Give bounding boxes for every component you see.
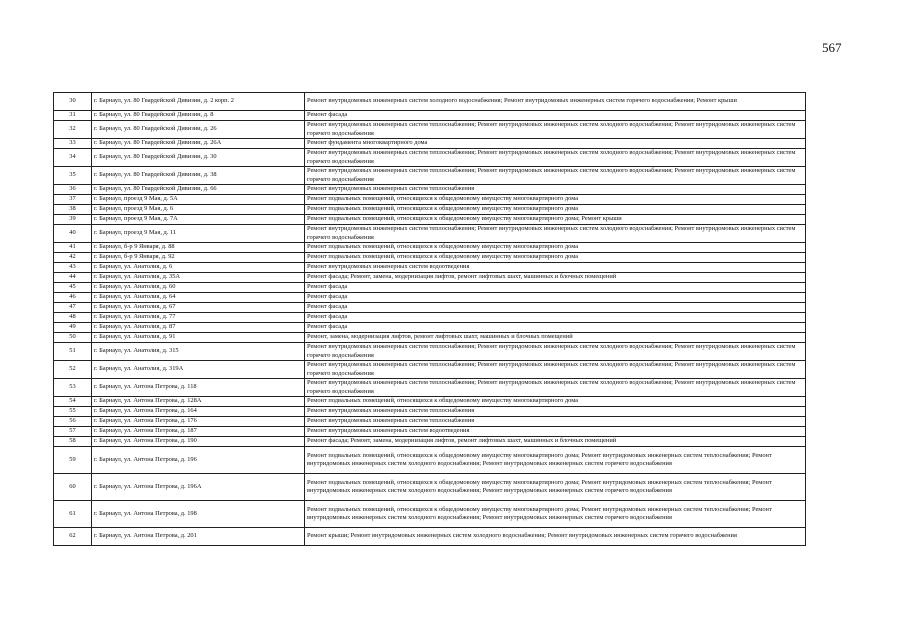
row-number: 59: [54, 447, 92, 474]
table-row: [54, 205, 806, 215]
table-row: [54, 474, 806, 501]
table-row: [54, 93, 806, 111]
row-number: 43: [54, 263, 92, 273]
row-address: г. Барнаул, ул. Анатолия, д. 319А: [92, 361, 305, 379]
row-number: 56: [54, 417, 92, 427]
row-works: Ремонт подвальных помещений, относящихся к общедомовому имуществу многоквартирного дома; Ремонт крыши: [305, 215, 806, 225]
table-row: [54, 427, 806, 437]
table-body: [54, 93, 806, 546]
repair-works-table: [53, 92, 806, 546]
row-number: 44: [54, 273, 92, 283]
row-number: 40: [54, 225, 92, 243]
table-row: [54, 149, 806, 167]
row-works: Ремонт внутридомовых инженерных систем теплоснабжения: [305, 185, 806, 195]
table-row: [54, 447, 806, 474]
table-row: [54, 167, 806, 185]
row-address: г. Барнаул, ул. 80 Гвардейской Дивизии, д. 66: [92, 185, 305, 195]
row-number: 51: [54, 343, 92, 361]
row-works: Ремонт внутридомовых инженерных систем теплоснабжения; Ремонт внутридомовых инженерных систем холодного водоснабжения; Ремонт внутридомовых инженерных систем горячего водоснабжения: [305, 149, 806, 167]
row-address: г. Барнаул, б-р 9 Января, д. 92: [92, 253, 305, 263]
row-number: 55: [54, 407, 92, 417]
row-works: Ремонт крыши; Ремонт внутридомовых инженерных систем холодного водоснабжения; Ремонт внутридомовых инженерных систем горячего водоснабжения: [305, 528, 806, 546]
row-number: 49: [54, 323, 92, 333]
row-number: 57: [54, 427, 92, 437]
row-number: 32: [54, 121, 92, 139]
row-address: г. Барнаул, ул. Анатолия, д. 77: [92, 313, 305, 323]
table-row: [54, 293, 806, 303]
row-works: Ремонт подвальных помещений, относящихся к общедомовому имуществу многоквартирного дома: [305, 195, 806, 205]
row-works: Ремонт подвальных помещений, относящихся к общедомовому имуществу многоквартирного дома: [305, 205, 806, 215]
row-address: г. Барнаул, ул. Антона Петрова, д. 176: [92, 417, 305, 427]
table-row: [54, 273, 806, 283]
row-works: Ремонт фасада; Ремонт, замена, модернизация лифтов, ремонт лифтовых шахт, машинных и блочных помещений: [305, 437, 806, 447]
row-address: г. Барнаул, ул. Антона Петрова, д. 118: [92, 379, 305, 397]
row-address: г. Барнаул, проезд 9 Мая, д. 5А: [92, 195, 305, 205]
row-address: г. Барнаул, ул. Антона Петрова, д. 201: [92, 528, 305, 546]
row-number: 58: [54, 437, 92, 447]
row-number: 37: [54, 195, 92, 205]
table-row: [54, 379, 806, 397]
row-address: г. Барнаул, ул. Антона Петрова, д. 198: [92, 501, 305, 528]
row-works: Ремонт подвальных помещений, относящихся к общедомовому имуществу многоквартирного дома; Ремонт внутридомовых инженерных систем теплоснабжения; Ремонт внутридомовых инженерных систем холодного водоснабжения; Ремонт внутридомовых инженерных систем горячего водоснабжения: [305, 501, 806, 528]
row-works: Ремонт внутридомовых инженерных систем теплоснабжения; Ремонт внутридомовых инженерных систем холодного водоснабжения; Ремонт внутридомовых инженерных систем горячего водоснабжения: [305, 379, 806, 397]
table-row: [54, 225, 806, 243]
row-works: Ремонт подвальных помещений, относящихся к общедомовому имуществу многоквартирного дома: [305, 253, 806, 263]
page-number: 567: [822, 40, 842, 55]
table-row: [54, 437, 806, 447]
table-row: [54, 111, 806, 121]
row-number: 42: [54, 253, 92, 263]
row-address: г. Барнаул, ул. Антона Петрова, д. 187: [92, 427, 305, 437]
row-address: г. Барнаул, ул. Антона Петрова, д. 128А: [92, 397, 305, 407]
row-address: г. Барнаул, ул. Антона Петрова, д. 164: [92, 407, 305, 417]
row-number: 61: [54, 501, 92, 528]
row-works: Ремонт фасада; Ремонт, замена, модернизация лифтов, ремонт лифтовых шахт, машинных и блочных помещений: [305, 273, 806, 283]
row-address: г. Барнаул, б-р 9 Января, д. 88: [92, 243, 305, 253]
row-works: Ремонт внутридомовых инженерных систем холодного водоснабжения; Ремонт внутридомовых инженерных систем горячего водоснабжения; Ремонт крыши: [305, 93, 806, 111]
table-row: [54, 313, 806, 323]
row-works: Ремонт внутридомовых инженерных систем теплоснабжения; Ремонт внутридомовых инженерных систем холодного водоснабжения; Ремонт внутридомовых инженерных систем горячего водоснабжения: [305, 361, 806, 379]
row-number: 34: [54, 149, 92, 167]
row-address: г. Барнаул, ул. Анатолия, д. 67: [92, 303, 305, 313]
row-address: г. Барнаул, ул. Анатолия, д. 60: [92, 283, 305, 293]
row-address: г. Барнаул, ул. Анатолия, д. 35А: [92, 273, 305, 283]
table-row: [54, 361, 806, 379]
row-address: г. Барнаул, проезд 9 Мая, д. 7А: [92, 215, 305, 225]
row-works: Ремонт фасада: [305, 303, 806, 313]
table-row: [54, 263, 806, 273]
row-address: г. Барнаул, проезд 9 Мая, д. 11: [92, 225, 305, 243]
row-number: 31: [54, 111, 92, 121]
table-row: [54, 215, 806, 225]
row-address: г. Барнаул, ул. 80 Гвардейской Дивизии, д. 2 корп. 2: [92, 93, 305, 111]
row-number: 30: [54, 93, 92, 111]
row-number: 48: [54, 313, 92, 323]
row-works: Ремонт подвальных помещений, относящихся к общедомовому имуществу многоквартирного дома: [305, 243, 806, 253]
table-row: [54, 323, 806, 333]
table-row: [54, 195, 806, 205]
table-row: [54, 417, 806, 427]
row-works: Ремонт фундамента многоквартирного дома: [305, 139, 806, 149]
table-row: [54, 283, 806, 293]
row-number: 39: [54, 215, 92, 225]
table-row: [54, 333, 806, 343]
row-address: г. Барнаул, ул. Анатолия, д. 91: [92, 333, 305, 343]
table-row: [54, 139, 806, 149]
row-number: 38: [54, 205, 92, 215]
row-address: г. Барнаул, ул. Антона Петрова, д. 196А: [92, 474, 305, 501]
row-number: 52: [54, 361, 92, 379]
row-works: Ремонт фасада: [305, 323, 806, 333]
row-number: 60: [54, 474, 92, 501]
row-address: г. Барнаул, ул. Антона Петрова, д. 190: [92, 437, 305, 447]
row-number: 62: [54, 528, 92, 546]
table-row: [54, 121, 806, 139]
row-address: г. Барнаул, ул. Анатолия, д. 87: [92, 323, 305, 333]
row-address: г. Барнаул, ул. Антона Петрова, д. 196: [92, 447, 305, 474]
table-row: [54, 343, 806, 361]
row-number: 50: [54, 333, 92, 343]
row-address: г. Барнаул, ул. 80 Гвардейской Дивизии, д. 30: [92, 149, 305, 167]
row-works: Ремонт внутридомовых инженерных систем водоотведения: [305, 263, 806, 273]
row-works: Ремонт внутридомовых инженерных систем теплоснабжения: [305, 417, 806, 427]
row-works: Ремонт подвальных помещений, относящихся к общедомовому имуществу многоквартирного дома; Ремонт внутридомовых инженерных систем теплоснабжения; Ремонт внутридомовых инженерных систем холодного водоснабжения; Ремонт внутридомовых инженерных систем горячего водоснабжения: [305, 447, 806, 474]
row-works: Ремонт подвальных помещений, относящихся к общедомовому имуществу многоквартирного дома; Ремонт внутридомовых инженерных систем теплоснабжения; Ремонт внутридомовых инженерных систем холодного водоснабжения; Ремонт внутридомовых инженерных систем горячего водоснабжения: [305, 474, 806, 501]
table-row: [54, 243, 806, 253]
row-works: Ремонт внутридомовых инженерных систем теплоснабжения: [305, 407, 806, 417]
row-number: 33: [54, 139, 92, 149]
row-works: Ремонт, замена, модернизация лифтов, ремонт лифтовых шахт, машинных и блочных помещений: [305, 333, 806, 343]
table-row: [54, 253, 806, 263]
row-works: Ремонт внутридомовых инженерных систем теплоснабжения; Ремонт внутридомовых инженерных систем холодного водоснабжения; Ремонт внутридомовых инженерных систем горячего водоснабжения: [305, 343, 806, 361]
row-works: Ремонт внутридомовых инженерных систем водоотведения: [305, 427, 806, 437]
row-works: Ремонт внутридомовых инженерных систем теплоснабжения; Ремонт внутридомовых инженерных систем холодного водоснабжения; Ремонт внутридомовых инженерных систем горячего водоснабжения: [305, 121, 806, 139]
row-works: Ремонт внутридомовых инженерных систем теплоснабжения; Ремонт внутридомовых инженерных систем холодного водоснабжения; Ремонт внутридомовых инженерных систем горячего водоснабжения: [305, 225, 806, 243]
row-address: г. Барнаул, ул. Анатолия, д. 6: [92, 263, 305, 273]
row-address: г. Барнаул, ул. 80 Гвардейской Дивизии, д. 26: [92, 121, 305, 139]
table-row: [54, 528, 806, 546]
row-works: Ремонт фасада: [305, 283, 806, 293]
row-works: Ремонт фасада: [305, 293, 806, 303]
row-number: 45: [54, 283, 92, 293]
table-row: [54, 303, 806, 313]
row-address: г. Барнаул, ул. Анатолия, д. 315: [92, 343, 305, 361]
row-number: 54: [54, 397, 92, 407]
row-number: 46: [54, 293, 92, 303]
row-address: г. Барнаул, ул. 80 Гвардейской Дивизии, д. 26А: [92, 139, 305, 149]
table-row: [54, 397, 806, 407]
row-works: Ремонт фасада: [305, 313, 806, 323]
row-number: 35: [54, 167, 92, 185]
row-number: 53: [54, 379, 92, 397]
row-number: 47: [54, 303, 92, 313]
row-number: 41: [54, 243, 92, 253]
row-address: г. Барнаул, ул. Анатолия, д. 64: [92, 293, 305, 303]
row-address: г. Барнаул, проезд 9 Мая, д. 6: [92, 205, 305, 215]
table-row: [54, 407, 806, 417]
table-row: [54, 185, 806, 195]
row-works: Ремонт фасада: [305, 111, 806, 121]
table-row: [54, 501, 806, 528]
row-address: г. Барнаул, ул. 80 Гвардейской Дивизии, д. 8: [92, 111, 305, 121]
row-works: Ремонт подвальных помещений, относящихся к общедомовому имуществу многоквартирного дома: [305, 397, 806, 407]
row-works: Ремонт внутридомовых инженерных систем теплоснабжения; Ремонт внутридомовых инженерных систем холодного водоснабжения; Ремонт внутридомовых инженерных систем горячего водоснабжения: [305, 167, 806, 185]
row-number: 36: [54, 185, 92, 195]
row-address: г. Барнаул, ул. 80 Гвардейской Дивизии, д. 38: [92, 167, 305, 185]
